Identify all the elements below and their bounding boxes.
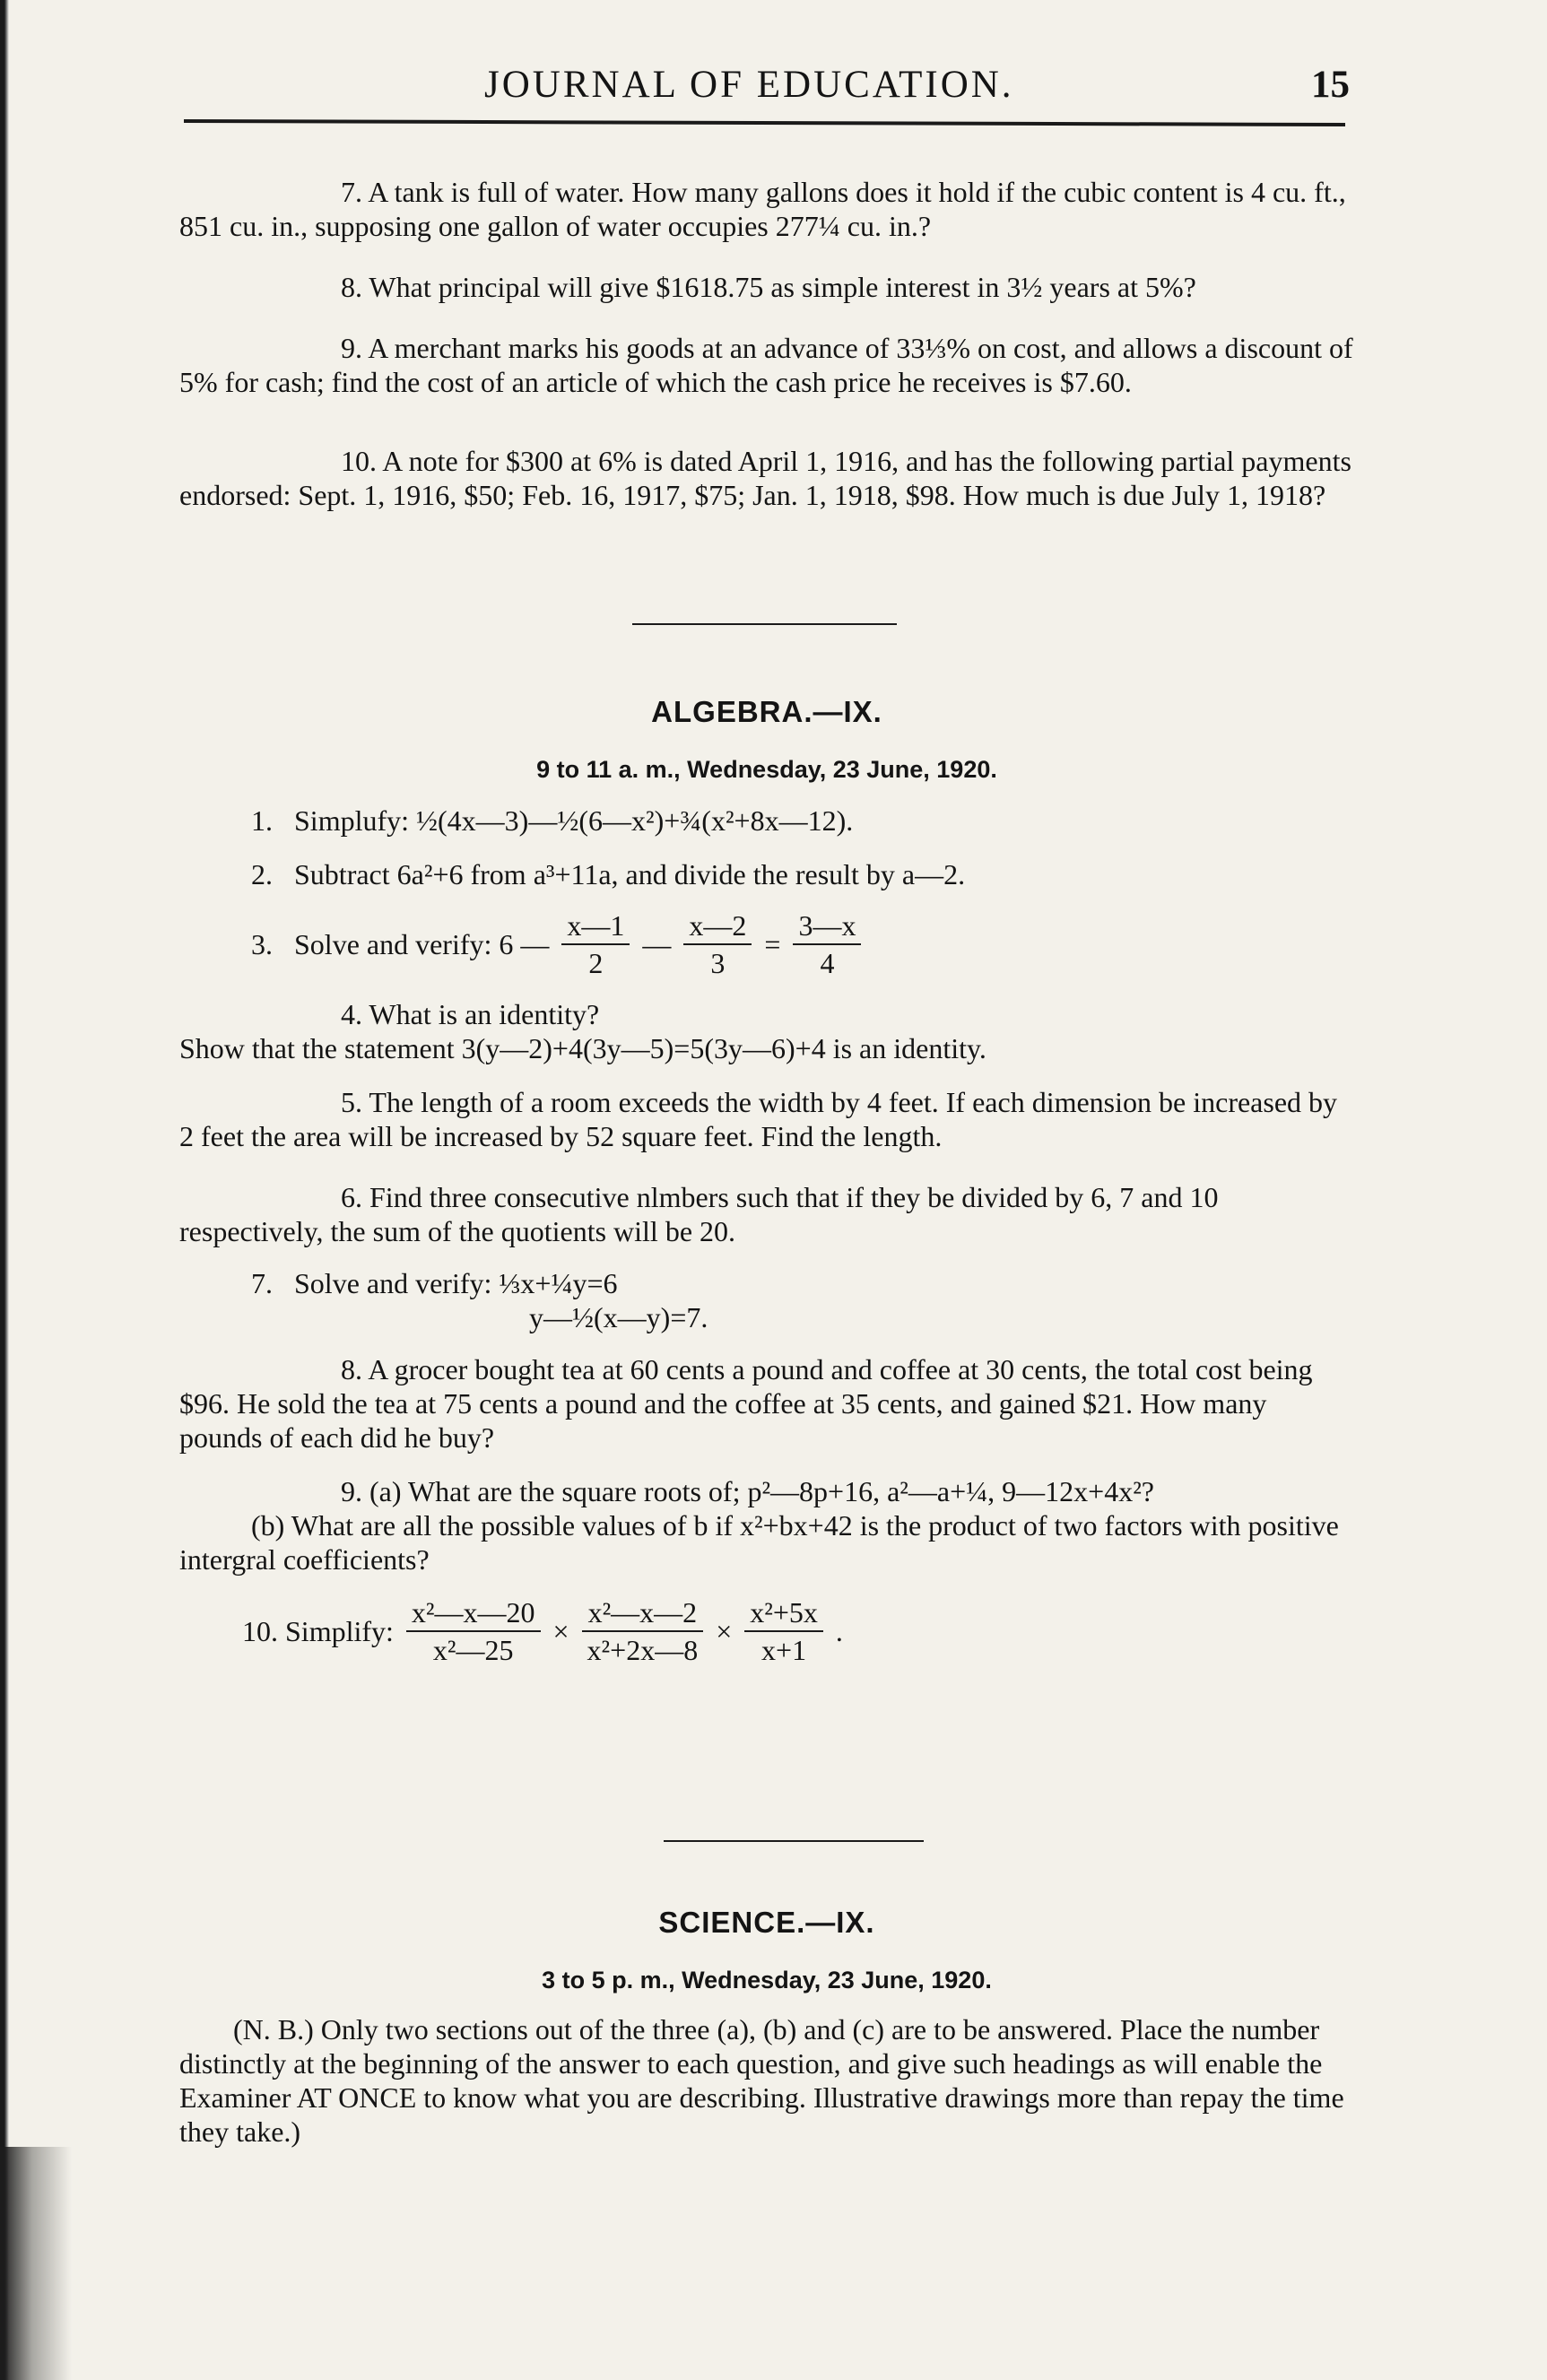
fraction bbox=[793, 908, 861, 981]
fraction bbox=[406, 1594, 541, 1668]
science-section bbox=[179, 1906, 1354, 2149]
question-number: 9. bbox=[341, 332, 362, 364]
section-note: (N. B.) Only two sections out of the three (a), (b) and (c) are to be answered. Place the number distinctly at the beginning of the answer to each question, and give such headings as will enable the Examiner AT ONCE to know what you are describing. Illustrative drawings more than repay the time they take.) bbox=[179, 2013, 1344, 2148]
question-number: 7. bbox=[341, 176, 362, 208]
question-part-b: (b) What are all the possible values of b if x²+bx+42 is the product of two factors with positive intergral coefficients? bbox=[179, 1509, 1339, 1576]
question-number: 7. bbox=[251, 1267, 273, 1299]
fraction bbox=[744, 1594, 823, 1668]
math-operator: × bbox=[716, 1615, 733, 1647]
question-number: 10. bbox=[341, 445, 377, 477]
question-number: 4. bbox=[341, 998, 362, 1030]
fraction bbox=[561, 908, 630, 981]
fraction-numerator: x²—x—2 bbox=[582, 1594, 704, 1632]
question-item bbox=[179, 1352, 1354, 1455]
question-label: Solve and verify: bbox=[294, 1267, 492, 1299]
fraction-denominator: 3 bbox=[710, 947, 726, 979]
fraction-numerator: x²+5x bbox=[744, 1594, 823, 1632]
question-label: Solve and verify: bbox=[294, 928, 492, 960]
question-item bbox=[179, 331, 1354, 399]
question-item bbox=[179, 444, 1354, 512]
question-number: 10. bbox=[242, 1615, 278, 1647]
page-header bbox=[179, 63, 1350, 117]
question-item bbox=[179, 1474, 1354, 1508]
question-text: A note for $300 at 6% is dated April 1, 1916, and has the following partial payments endorsed: Sept. 1, 1916, $50; Feb. 16, 1917, $75; Jan. 1, 1918, $98. How much is due July 1, 1918? bbox=[179, 445, 1351, 511]
math-term: 6 — bbox=[499, 928, 550, 960]
question-number: 6. bbox=[341, 1181, 362, 1213]
question-text: Find three consecutive nlmbers such that if they be divided by 6, 7 and 10 respectively, the sum of the quotients will be 20. bbox=[179, 1181, 1219, 1247]
math-punctuation: . bbox=[835, 1615, 843, 1647]
fraction bbox=[582, 1594, 704, 1668]
arithmetic-questions bbox=[179, 175, 1354, 512]
math-expression: ½(4x—3)—½(6—x²)+¾(x²+8x—12). bbox=[416, 804, 854, 837]
section-divider bbox=[632, 623, 897, 625]
equation-2: y—½(x—y)=7. bbox=[529, 1301, 708, 1333]
question-part-a: (a) What are the square roots of; p²—8p+16, a²—a+¼, 9—12x+4x²? bbox=[369, 1475, 1154, 1507]
fraction-numerator: x²—x—20 bbox=[406, 1594, 541, 1632]
question-text: A grocer bought tea at 60 cents a pound and coffee at 30 cents, the total cost being $96. He sold the tea at 75 cents a pound and the coffee at 35 cents, and gained $21. How many pounds of each did he buy? bbox=[179, 1353, 1313, 1454]
question-item bbox=[179, 997, 1354, 1031]
question-number: 8. bbox=[341, 1353, 362, 1385]
fraction bbox=[683, 908, 752, 981]
question-text: A merchant marks his goods at an advance of 33⅓% on cost, and allows a discount of 5% for cash; find the cost of an article of which the cash price he receives is $7.60. bbox=[179, 332, 1353, 398]
section-title: SCIENCE.—IX. bbox=[658, 1906, 875, 1939]
question-item bbox=[179, 1266, 1354, 1334]
fraction-numerator: x—1 bbox=[561, 908, 630, 945]
question-item-continued: Show that the statement 3(y—2)+4(3y—5)=5(3y—6)+4 is an identity. bbox=[179, 1032, 986, 1064]
journal-title: JOURNAL OF EDUCATION. bbox=[484, 64, 1014, 106]
question-item bbox=[179, 908, 1354, 981]
header-rule bbox=[184, 119, 1345, 126]
question-item bbox=[179, 1594, 1354, 1668]
question-text: What principal will give $1618.75 as simple interest in 3½ years at 5%? bbox=[369, 271, 1196, 303]
section-divider bbox=[664, 1840, 924, 1842]
question-item bbox=[179, 803, 1354, 838]
fraction-numerator: x—2 bbox=[683, 908, 752, 945]
question-label: Simplufy: bbox=[294, 804, 410, 837]
question-text: What is an identity? bbox=[369, 998, 600, 1030]
fraction-denominator: x²+2x—8 bbox=[587, 1634, 699, 1666]
question-number: 1. bbox=[251, 804, 273, 837]
page-number: 15 bbox=[1311, 64, 1350, 106]
fraction-denominator: 2 bbox=[588, 947, 604, 979]
question-text: Subtract 6a²+6 from a³+11a, and divide the result by a—2. bbox=[294, 858, 966, 890]
section-time: 3 to 5 p. m., Wednesday, 23 June, 1920. bbox=[542, 1967, 992, 1993]
math-operator: — bbox=[642, 928, 672, 960]
section-title: ALGEBRA.—IX. bbox=[651, 695, 882, 728]
question-number: 9. bbox=[341, 1475, 362, 1507]
fraction-denominator: x²—25 bbox=[432, 1634, 514, 1666]
question-number: 8. bbox=[341, 271, 362, 303]
fraction-denominator: x+1 bbox=[761, 1634, 807, 1666]
page-binding-edge bbox=[0, 0, 9, 2380]
equation-1: ⅓x+¼y=6 bbox=[499, 1267, 618, 1299]
math-operator: = bbox=[764, 928, 781, 960]
question-item bbox=[179, 270, 1354, 304]
question-number: 3. bbox=[251, 928, 273, 960]
page-corner-shadow bbox=[0, 2147, 72, 2380]
question-number: 2. bbox=[251, 858, 273, 890]
algebra-section bbox=[179, 695, 1354, 1668]
section-time: 9 to 11 a. m., Wednesday, 23 June, 1920. bbox=[536, 756, 997, 783]
question-text: A tank is full of water. How many gallons does it hold if the cubic content is 4 cu. ft., 851 cu. in., supposing one gallon of water occupies 277¼ cu. in.? bbox=[179, 176, 1346, 242]
question-item bbox=[179, 1085, 1354, 1153]
question-text: The length of a room exceeds the width by 4 feet. If each dimension be increased by 2 feet the area will be increased by 52 square feet. Find the length. bbox=[179, 1086, 1338, 1152]
fraction-denominator: 4 bbox=[820, 947, 835, 979]
question-item bbox=[179, 1180, 1354, 1248]
question-number: 5. bbox=[341, 1086, 362, 1118]
question-label: Simplify: bbox=[285, 1615, 394, 1647]
question-item bbox=[179, 175, 1354, 243]
math-operator: × bbox=[552, 1615, 569, 1647]
fraction-numerator: 3—x bbox=[793, 908, 861, 945]
question-item bbox=[179, 857, 1354, 891]
